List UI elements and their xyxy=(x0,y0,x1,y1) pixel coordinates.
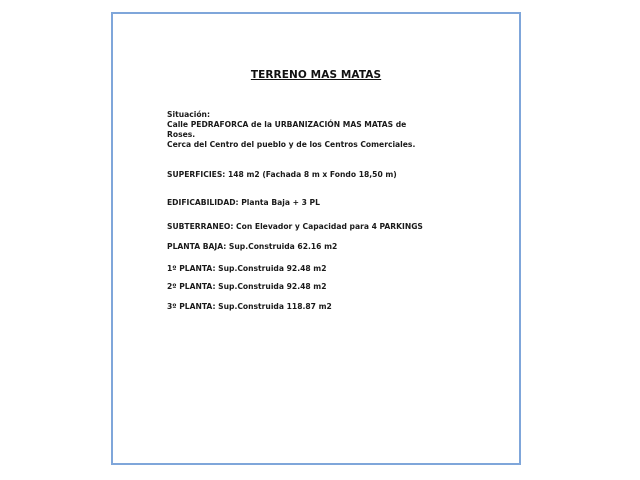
situacion-line-1: Calle PEDRAFORCA de la URBANIZACIÓN MAS MATAS de xyxy=(167,120,407,129)
document-frame xyxy=(111,12,521,465)
situacion-line-2: Roses. xyxy=(167,130,196,139)
situacion-line-3: Cerca del Centro del pueblo y de los Centros Comerciales. xyxy=(167,140,416,149)
planta-1-text: 1º PLANTA: Sup.Construida 92.48 m2 xyxy=(167,264,327,273)
document-title-container xyxy=(113,69,519,81)
planta-2-text: 2º PLANTA: Sup.Construida 92.48 m2 xyxy=(167,282,327,291)
document-title: TERRENO MAS MATAS xyxy=(250,69,382,81)
planta-baja-text: PLANTA BAJA: Sup.Construida 62.16 m2 xyxy=(167,242,338,251)
edificabilidad-text: EDIFICABILIDAD: Planta Baja + 3 PL xyxy=(167,198,320,207)
subterraneo-text: SUBTERRANEO: Con Elevador y Capacidad para 4 PARKINGS xyxy=(167,222,423,231)
planta-3-text: 3º PLANTA: Sup.Construida 118.87 m2 xyxy=(167,302,332,311)
situacion-heading: Situación: xyxy=(167,110,210,119)
superficies-text: SUPERFICIES: 148 m2 (Fachada 8 m x Fondo 18,50 m) xyxy=(167,170,397,179)
